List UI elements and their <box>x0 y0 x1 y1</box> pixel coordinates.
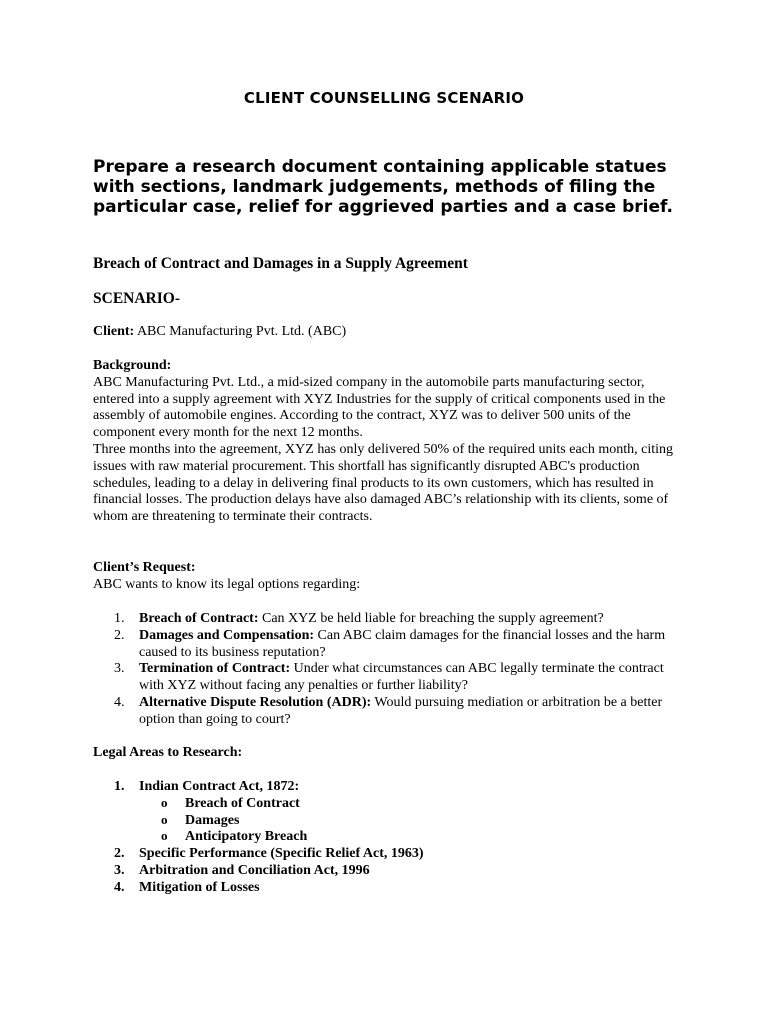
list-number: 4. <box>114 879 125 895</box>
request-label: Client’s Request: <box>93 560 196 575</box>
list-item <box>93 880 683 897</box>
item-title: Damages and Compensation: <box>139 627 315 643</box>
list-item <box>93 863 683 880</box>
circle-bullet-icon: o <box>161 794 168 810</box>
list-item <box>93 779 683 846</box>
research-sublist <box>139 796 683 846</box>
circle-bullet-icon: o <box>161 811 168 827</box>
list-item <box>93 611 683 628</box>
research-list <box>93 779 683 897</box>
scenario-label: SCENARIO- <box>93 290 180 307</box>
item-text: Specific Performance (Specific Relief Act, 1963) <box>139 846 424 862</box>
request-list <box>93 611 683 729</box>
research-prompt: Prepare a research document containing applicable statues with sections, landmark judgements, methods of filing the particular case, relief for aggrieved parties and a case brief. <box>93 157 673 217</box>
list-item <box>93 695 683 729</box>
item-text: Under what circumstances can ABC legally terminate the contract with XYZ without facing any penalties or further liability? <box>139 661 664 694</box>
subitem-text: Damages <box>185 812 240 828</box>
background-label: Background: <box>93 358 172 373</box>
document-title: CLIENT COUNSELLING SCENARIO <box>243 89 525 107</box>
circle-bullet-icon: o <box>161 828 168 844</box>
list-number: 3. <box>114 661 125 677</box>
client-value: ABC Manufacturing Pvt. Ltd. (ABC) <box>134 324 347 339</box>
item-title: Alternative Dispute Resolution (ADR): <box>139 694 372 710</box>
list-number: 1. <box>114 611 125 626</box>
sublist-item <box>139 796 683 813</box>
sublist-item <box>139 813 683 830</box>
research-list-wrapper <box>93 779 683 897</box>
list-number: 2. <box>114 846 125 862</box>
list-number: 4. <box>114 694 125 710</box>
sublist-item <box>139 829 683 846</box>
background-paragraph-1: ABC Manufacturing Pvt. Ltd., a mid-sized company in the automobile parts manufacturing sector, entered into a supply agreement with XYZ Industries for the supply of critical components used in the assembly of automobile engines. According to the contract, XYZ was to deliver 500 units of the component every month for the next 12 months. <box>93 374 666 441</box>
case-heading: Breach of Contract and Damages in a Supply Agreement <box>93 255 468 272</box>
subitem-text: Anticipatory Breach <box>185 829 308 845</box>
item-title: Breach of Contract: <box>139 611 259 626</box>
list-number: 1. <box>114 779 125 794</box>
client-label: Client: <box>93 324 135 339</box>
item-text: Would pursuing mediation or arbitration be a better option than going to court? <box>139 694 663 727</box>
list-item <box>93 846 683 863</box>
request-list-wrapper <box>93 611 683 729</box>
research-label: Legal Areas to Research: <box>93 745 243 760</box>
item-text: Arbitration and Conciliation Act, 1996 <box>139 862 370 878</box>
list-number: 2. <box>114 627 125 643</box>
item-text: Can ABC claim damages for the financial losses and the harm caused to its business reputation? <box>139 627 666 660</box>
request-intro: ABC wants to know its legal options regarding: <box>93 576 361 592</box>
client-line <box>93 324 683 341</box>
client-request-section <box>93 560 683 594</box>
background-section <box>93 358 683 526</box>
item-title: Termination of Contract: <box>139 661 291 677</box>
item-text: Can XYZ be held liable for breaching the supply agreement? <box>258 611 604 626</box>
list-item <box>93 661 683 695</box>
subitem-text: Breach of Contract <box>185 795 300 811</box>
item-text: Mitigation of Losses <box>139 879 260 895</box>
item-text: Indian Contract Act, 1872: <box>139 779 300 794</box>
list-item <box>93 628 683 662</box>
list-number: 3. <box>114 862 125 878</box>
background-paragraph-2: Three months into the agreement, XYZ has only delivered 50% of the required units each month, citing issues with raw material procurement. This shortfall has significantly disrupted ABC's production schedules, leading to a delay in delivering final products to its own customers, which has resulted in financial losses. The production delays have also damaged ABC’s relationship with its clients, some of whom are threatening to terminate their contracts. <box>93 441 674 525</box>
